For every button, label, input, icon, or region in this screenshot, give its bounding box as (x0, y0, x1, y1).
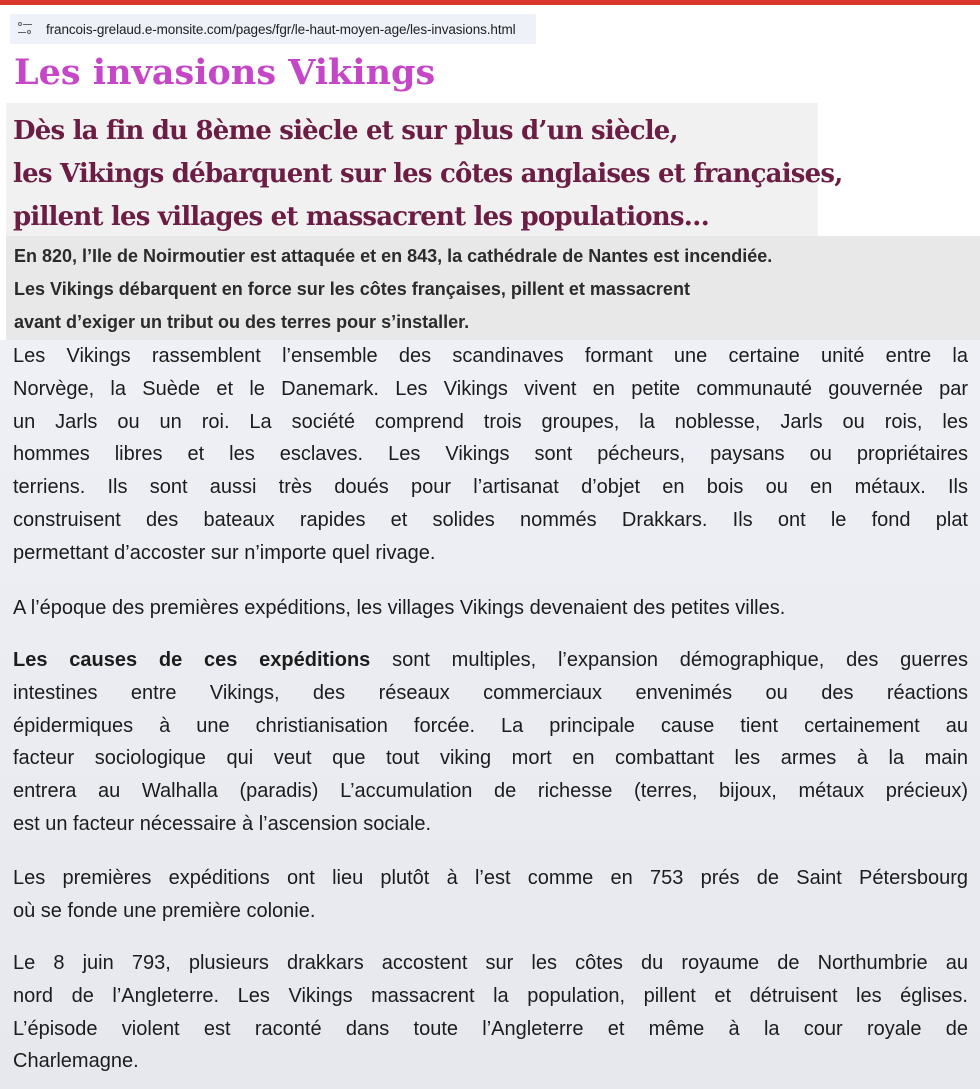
intro-line: pillent les villages et massacrent les populations… (13, 202, 709, 232)
causes-first-line-rest: sont multiples, l’expansion démographique, des guerres (370, 649, 968, 671)
paragraph-line: Les Vikings rassemblent l’ensemble des scandinaves formant une certaine unité entre la (13, 345, 968, 367)
summary-line: avant d’exiger un tribut ou des terres pour s’installer. (14, 312, 470, 332)
paragraph-line (13, 644, 968, 677)
paragraph-line: Charlemagne. (13, 1050, 139, 1073)
paragraph-line: A l’époque des premières expéditions, les villages Vikings devenaient des petites villes. (13, 597, 786, 619)
intro-heading (13, 110, 842, 239)
paragraph-line: Le 8 juin 793, plusieurs drakkars accostent sur les côtes du royaume de Northumbrie au (13, 952, 968, 974)
paragraph-line: où se fonde une première colonie. (13, 899, 316, 922)
paragraph-line: épidermiques à une christianisation forcée. La principale cause tient certainement au (13, 714, 968, 737)
browser-top-strip (0, 0, 980, 5)
summary-line: En 820, l’Ile de Noirmoutier est attaquée et en 843, la cathédrale de Nantes est incendiée. (14, 246, 773, 266)
address-bar[interactable] (10, 14, 536, 44)
tune-icon[interactable] (18, 21, 34, 37)
paragraph-line: intestines entre Vikings, des réseaux commerciaux envenimés ou des réactions (13, 681, 968, 704)
paragraph-line: hommes libres et les esclaves. Les Vikings sont pécheurs, paysans ou propriétaires (13, 443, 968, 466)
paragraph-line: nord de l’Angleterre. Les Vikings massacrent la population, pillent et détruisent les églises. (13, 984, 968, 1007)
paragraph-line: un Jarls ou un roi. La société comprend trois groupes, la noblesse, Jarls ou rois, les (13, 410, 968, 433)
paragraph-line: facteur sociologique qui veut que tout viking mort en combattant les armes à la main (13, 747, 968, 770)
paragraph-line: est un facteur nécessaire à l’ascension sociale. (13, 812, 432, 835)
paragraph-line: permettant d’accoster sur n’importe quel rivage. (13, 541, 436, 564)
paragraph-causes (13, 644, 968, 841)
paragraph-line: L’épisode violent est raconté dans toute l’Angleterre et même à la cour royale de (13, 1017, 968, 1040)
url-text[interactable]: francois-grelaud.e-monsite.com/pages/fgr/le-haut-moyen-age/les-invasions.html (46, 21, 516, 37)
paragraph-line: Les premières expéditions ont lieu plutôt à l’est comme en 753 prés de Saint Pétersbourg (13, 867, 968, 889)
paragraph-line: terriens. Ils sont aussi très doués pour l’artisanat d’objet en bois ou en métaux. Ils (13, 476, 968, 499)
paragraph-line: construisent des bateaux rapides et solides nommés Drakkars. Ils ont le fond plat (13, 508, 968, 531)
paragraph-line: entrera au Walhalla (paradis) L’accumulation de richesse (terres, bijoux, métaux précieux) (13, 780, 968, 803)
paragraph-line: Norvège, la Suède et le Danemark. Les Vikings vivent en petite communauté gouvernée par (13, 377, 968, 400)
causes-bold-label: Les causes de ces expéditions (13, 649, 371, 671)
page-title: Les invasions Vikings (14, 52, 436, 93)
paragraph-northumbria (13, 947, 968, 1078)
intro-line: les Vikings débarquent sur les côtes anglaises et françaises, (13, 159, 843, 189)
summary-text (14, 240, 772, 339)
summary-line: Les Vikings débarquent en force sur les côtes françaises, pillent et massacrent (14, 279, 690, 299)
paragraph-society (13, 340, 968, 570)
intro-line: Dès la fin du 8ème siècle et sur plus d’un siècle, (13, 116, 678, 146)
paragraph-first-expeditions (13, 862, 968, 928)
paragraph-villages (13, 592, 785, 625)
